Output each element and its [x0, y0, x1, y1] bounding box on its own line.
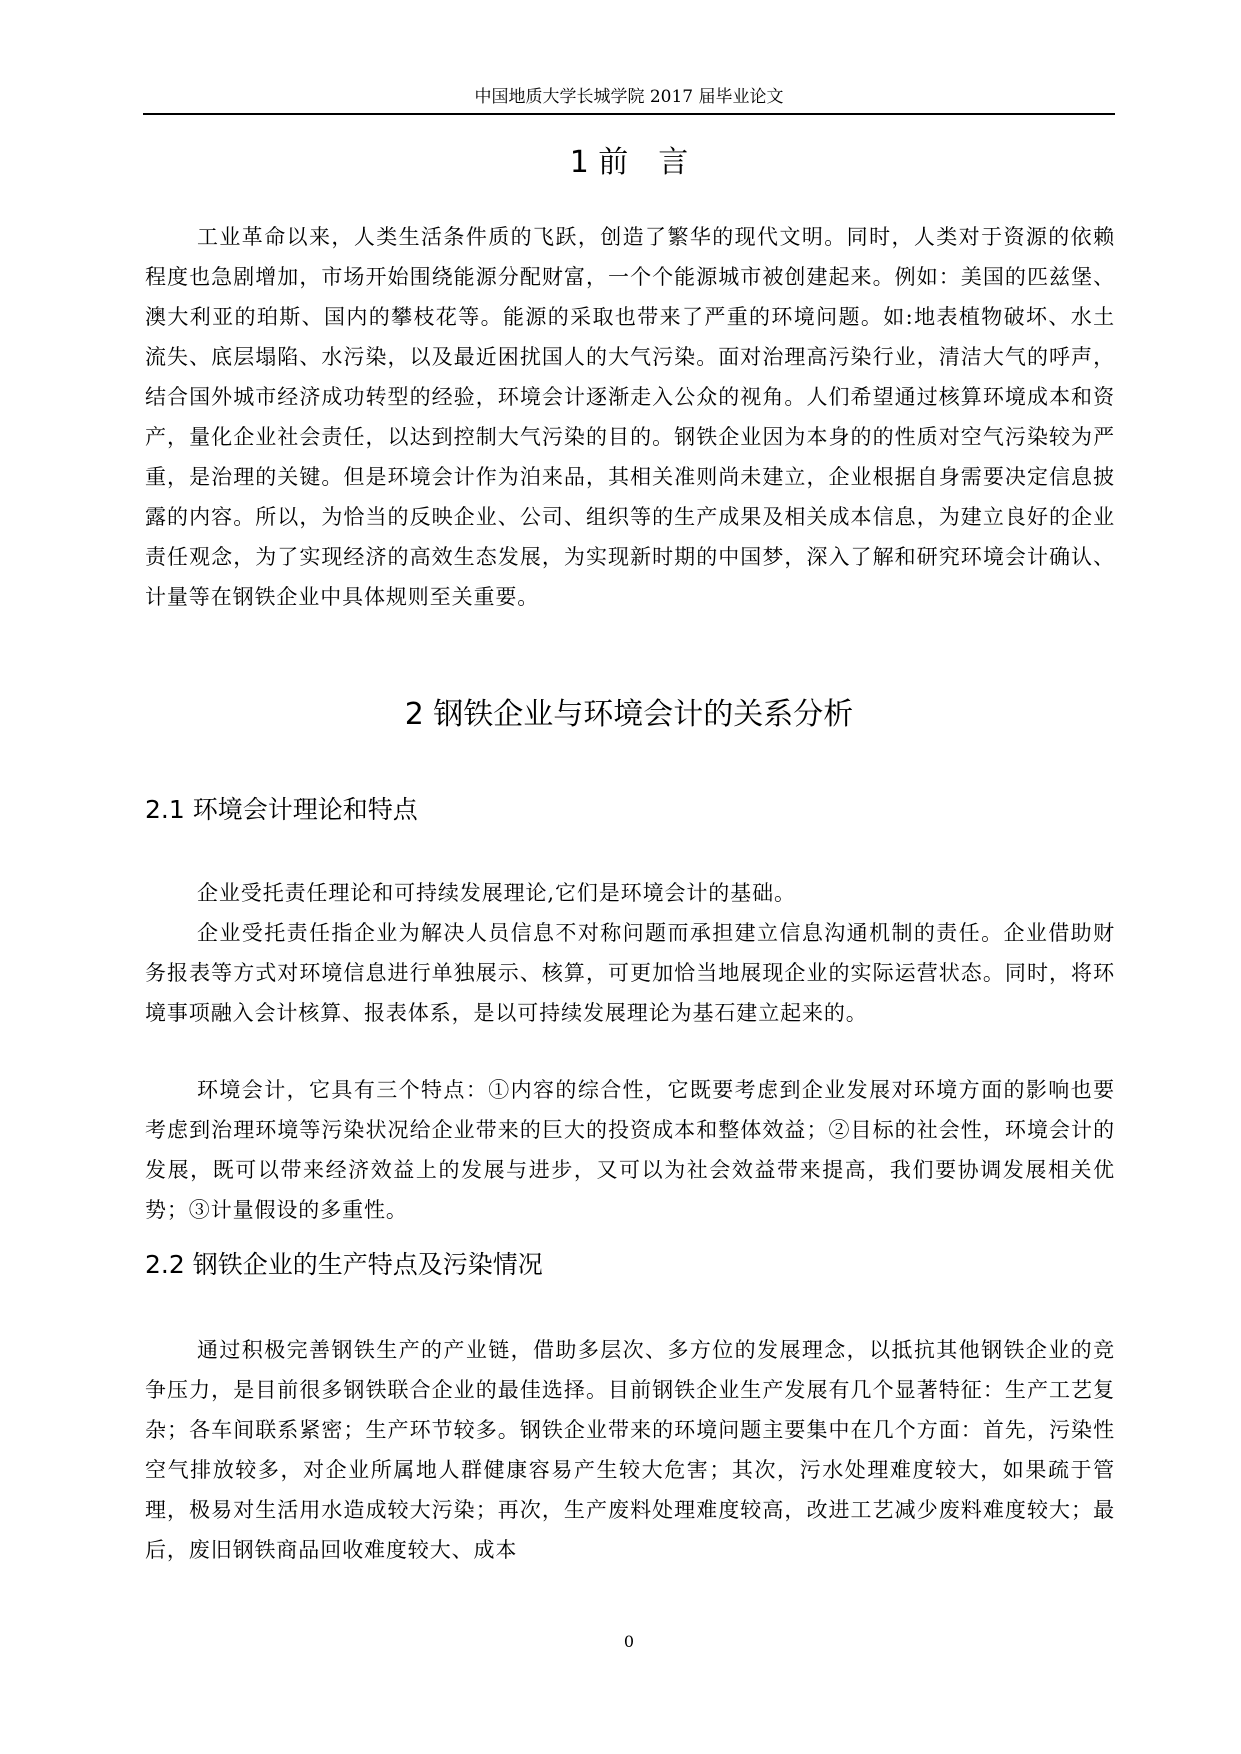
section-2-1-paragraph-3: 环境会计，它具有三个特点：①内容的综合性，它既要考虑到企业发展对环境方面的影响也要考虑到治理环境等污染状况给企业带来的巨大的投资成本和整体效益；②目标的社会性，环境会计的发展，既可以带来经济效益上的发展与进步，又可以为社会效益带来提高，我们要协调发展相关优势；③计量假设的多重性。	[145, 1078, 1115, 1222]
header-rule	[143, 113, 1115, 115]
section-2-2-title: 2.2 钢铁企业的生产特点及污染情况	[145, 1250, 543, 1279]
section-2-1-paragraph-2: 企业受托责任指企业为解决人员信息不对称问题而承担建立信息沟通机制的责任。企业借助财务报表等方式对环境信息进行单独展示、核算，可更加恰当地展现企业的实际运营状态。同时，将环境事项融入会计核算、报表体系，是以可持续发展理论为基石建立起来的。	[145, 921, 1115, 1025]
section-2-title: 2 钢铁企业与环境会计的关系分析	[404, 697, 854, 732]
section-2-1-title: 2.1 环境会计理论和特点	[145, 795, 418, 824]
section-1-paragraph-1: 工业革命以来，人类生活条件质的飞跃，创造了繁华的现代文明。同时，人类对于资源的依赖程度也急剧增加，市场开始围绕能源分配财富，一个个能源城市被创建起来。例如：美国的匹兹堡、澳大利亚的珀斯、国内的攀枝花等。能源的采取也带来了严重的环境问题。如:地表植物破坏、水土流失、底层塌陷、水污染，以及最近困扰国人的大气污染。面对治理高污染行业，清洁大气的呼声，结合国外城市经济成功转型的经验，环境会计逐渐走入公众的视角。人们希望通过核算环境成本和资产，量化企业社会责任，以达到控制大气污染的目的。钢铁企业因为本身的的性质对空气污染较为严重，是治理的关键。但是环境会计作为泊来品，其相关准则尚未建立，企业根据自身需要决定信息披露的内容。所以，为恰当的反映企业、公司、组织等的生产成果及相关成本信息，为建立良好的企业责任观念，为了实现经济的高效生态发展，为实现新时期的中国梦，深入了解和研究环境会计确认、计量等在钢铁企业中具体规则至关重要。	[145, 225, 1115, 609]
section-2-2-paragraph-1: 通过积极完善钢铁生产的产业链，借助多层次、多方位的发展理念，以抵抗其他钢铁企业的竞争压力，是目前很多钢铁联合企业的最佳选择。目前钢铁企业生产发展有几个显著特征：生产工艺复杂；各车间联系紧密；生产环节较多。钢铁企业带来的环境问题主要集中在几个方面：首先，污染性空气排放较多，对企业所属地人群健康容易产生较大危害；其次，污水处理难度较大，如果疏于管理，极易对生活用水造成较大污染；再次，生产废料处理难度较高，改进工艺减少废料难度较大；最后，废旧钢铁商品回收难度较大、成本	[145, 1338, 1115, 1562]
page-number: 0	[623, 1632, 635, 1651]
section-2-1-paragraph-1: 企业受托责任理论和可持续发展理论,它们是环境会计的基础。	[197, 881, 796, 905]
section-1-title: 1 前 言	[569, 145, 689, 180]
running-header: 中国地质大学长城学院 2017 届毕业论文	[474, 87, 784, 107]
